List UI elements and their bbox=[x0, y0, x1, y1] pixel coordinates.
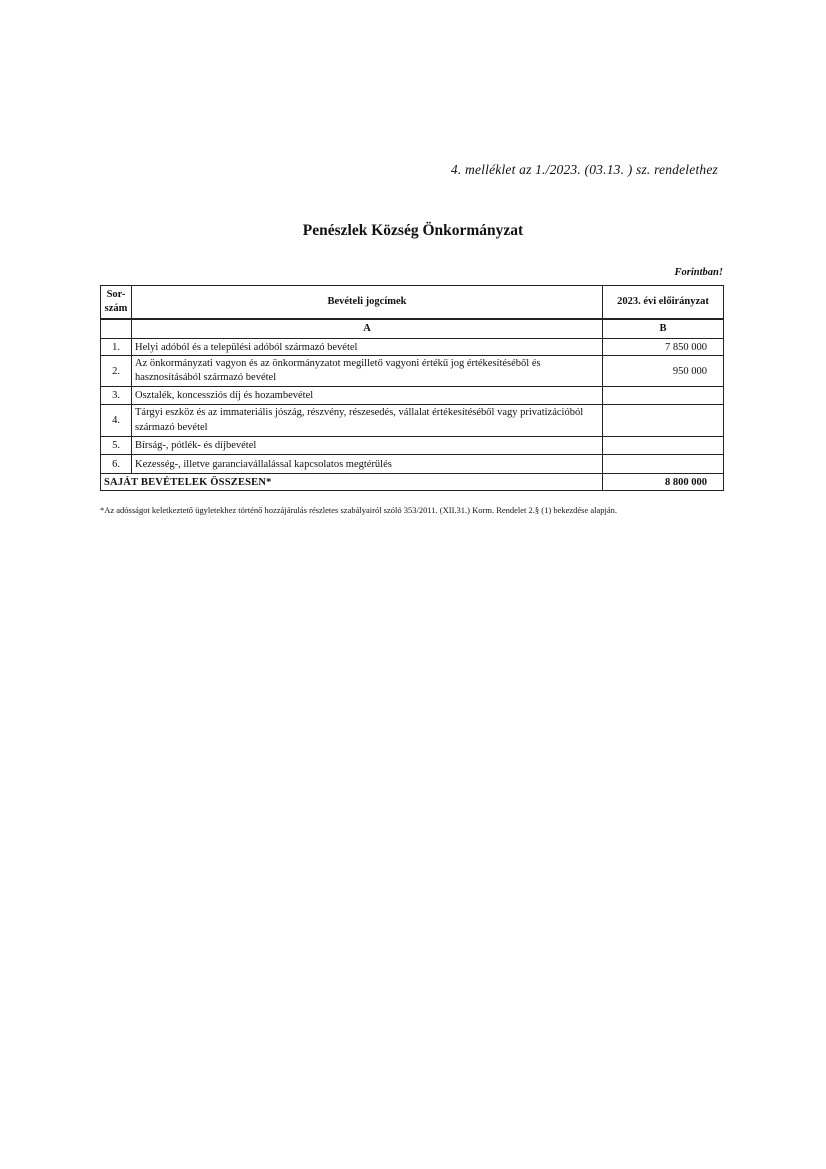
row-amount bbox=[603, 455, 724, 474]
header-item: Bevételi jogcímek bbox=[132, 286, 603, 319]
row-label: Helyi adóból és a települési adóból származó bevétel bbox=[132, 339, 603, 356]
header-serial: Sor-szám bbox=[101, 286, 132, 319]
total-label: SAJÁT BEVÉTELEK ÖSSZESEN* bbox=[101, 474, 603, 491]
page-title: Penészlek Község Önkormányzat bbox=[302, 222, 524, 239]
table-row bbox=[101, 405, 724, 437]
row-amount bbox=[603, 437, 724, 455]
row-number: 4. bbox=[101, 405, 132, 437]
column-letter-a: A bbox=[132, 319, 603, 339]
revenue-table bbox=[100, 285, 724, 491]
column-letter-row bbox=[101, 319, 724, 339]
header-amount: 2023. évi előirányzat bbox=[603, 286, 724, 319]
table-row bbox=[101, 387, 724, 405]
row-number: 5. bbox=[101, 437, 132, 455]
row-number: 6. bbox=[101, 455, 132, 474]
row-amount bbox=[603, 387, 724, 405]
table-row bbox=[101, 339, 724, 356]
table-row bbox=[101, 356, 724, 387]
column-letter-serial bbox=[101, 319, 132, 339]
table-header-row bbox=[101, 286, 724, 319]
annex-note: 4. melléklet az 1./2023. (03.13. ) sz. rendelethez bbox=[450, 162, 718, 177]
column-letter-b: B bbox=[603, 319, 724, 339]
row-amount: 7 850 000 bbox=[603, 339, 724, 356]
row-number: 3. bbox=[101, 387, 132, 405]
total-row bbox=[101, 474, 724, 491]
footnote: *Az adósságot keletkeztető ügyletekhez történő hozzájárulás részletes szabályairól szóló 353/2011. (XII.31.) Korm. Rendelet 2.§ (1) bekezdése alapján. bbox=[100, 505, 618, 515]
total-amount: 8 800 000 bbox=[603, 474, 724, 491]
unit-note: Forintban! bbox=[674, 267, 723, 278]
row-amount bbox=[603, 405, 724, 437]
row-label: Tárgyi eszköz és az immateriális jószág, részvény, részesedés, vállalat értékesítéséből vagy privatizációból származó bevétel bbox=[132, 405, 603, 437]
table-row bbox=[101, 455, 724, 474]
row-number: 1. bbox=[101, 339, 132, 356]
row-label: Az önkormányzati vagyon és az önkormányzatot megillető vagyoni értékű jog értékesítéséből és hasznosításából származó bevétel bbox=[132, 356, 603, 387]
row-label: Osztalék, koncessziós díj és hozambevétel bbox=[132, 387, 603, 405]
row-label: Bírság-, pótlék- és díjbevétel bbox=[132, 437, 603, 455]
row-amount: 950 000 bbox=[603, 356, 724, 387]
row-number: 2. bbox=[101, 356, 132, 387]
row-label: Kezesség-, illetve garanciavállalással kapcsolatos megtérülés bbox=[132, 455, 603, 474]
table-row bbox=[101, 437, 724, 455]
